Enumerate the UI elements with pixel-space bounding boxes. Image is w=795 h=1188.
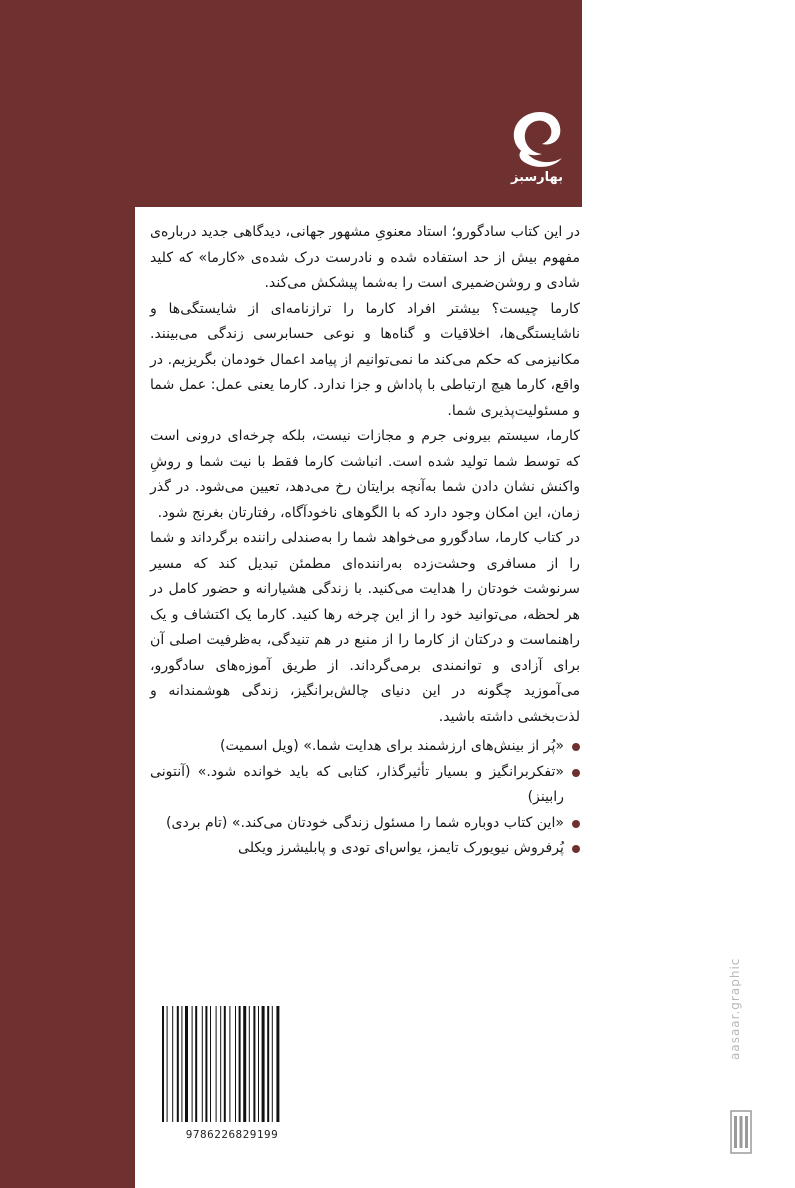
endorsement-item: «این کتاب دوباره شما را مسئول زندگی خودتان می‌کند.» (تام بردی) (150, 811, 580, 837)
maroon-header-panel (0, 0, 582, 207)
designer-watermark: aasaar.graphic (728, 957, 742, 1060)
publisher-logo (500, 108, 574, 198)
maroon-side-strip (0, 207, 135, 1188)
endorsement-item: «پُر از بینش‌های ارزشمند برای هدایت شما.» (ویل اسمیت) (150, 734, 580, 760)
endorsement-item: «تفکربرانگیز و بسیار تأثیرگذار، کتابی که باید خوانده شود.» (آنتونی رابینز) (150, 760, 580, 811)
barcode-number: 9786226829199 (185, 1128, 279, 1141)
publisher-name: بهارسبز (510, 170, 563, 185)
paragraph: در این کتاب سادگورو؛ استاد معنویِ مشهور جهانی، دیدگاهی جدید درباره‌ی مفهوم بیش از حد استفاده شده و نادرست درک شده‌ی «کارما» که کلید شادی و روشن‌ضمیری است را به‌شما پیشکش می‌کند. (150, 224, 580, 291)
publisher-logo-icon (500, 108, 574, 170)
isbn-barcode (154, 1000, 310, 1150)
bullet-icon (572, 820, 580, 828)
series-mark-icon (730, 1110, 752, 1154)
bullet-icon (572, 769, 580, 777)
endorsement-list (150, 734, 580, 862)
paragraph: در کتاب کارما، سادگورو می‌خواهد شما را به‌صندلی راننده برگرداند و شما را از مسافری وحشت‌زده به‌راننده‌ای مطمئن تبدیل کند که مسیر سرنوشت خودتان را هدایت می‌کنید. با زندگی هشیارانه و حضور کامل در هر لحظه، می‌توانید خود را از این چرخه رها کنید. کارما یک اکتشاف و یک راهنماست و درکتان از کارما را از منبع در هم تنیدگی، به‌ظرفیت اصلی آن برای آزادی و توانمندی برمی‌گرداند. از طریق آموزه‌های سادگورو، می‌آموزید چگونه در این دنیای چالش‌برانگیز، زندگی هوشمندانه و لذت‌بخشی داشته باشید. (150, 530, 580, 725)
paragraph: کارما چیست؟ بیشتر افراد کارما را ترازنامه‌ای از شایستگی‌ها و ناشایستگی‌ها، اخلاقیات و گناه‌ها و نوعی حسابرسی زندگی می‌بینند. مکانیزمی که حکم می‌کند ما نمی‌توانیم از پیامد اعمال خودمان بگریزیم. در واقع، کارما هیچ ارتباطی با پاداش و جزا ندارد. کارما یعنی عمل: عمل شما و مسئولیت‌پذیری شما. (150, 300, 580, 419)
paragraph: کارما، سیستم بیرونی جرم و مجازات نیست، بلکه چرخه‌ای درونی است که توسط شما تولید شده است. انباشت کارما فقط با نیت شما و روشِ واکنش نشان دادن شما به‌آنچه برایتان رخ می‌دهد، تعیین می‌شود. در گذر زمان، این امکان وجود دارد که با الگوهای ناخودآگاه، رفتارتان بغرنج شود. (150, 428, 580, 521)
back-cover-text (150, 220, 580, 862)
bullet-icon (572, 845, 580, 853)
bullet-icon (572, 743, 580, 751)
endorsement-item: پُرفروش نیویورک تایمز، یواس‌ای تودی و پابلیشرز ویکلی (150, 836, 580, 862)
barcode-icon (160, 1006, 304, 1124)
